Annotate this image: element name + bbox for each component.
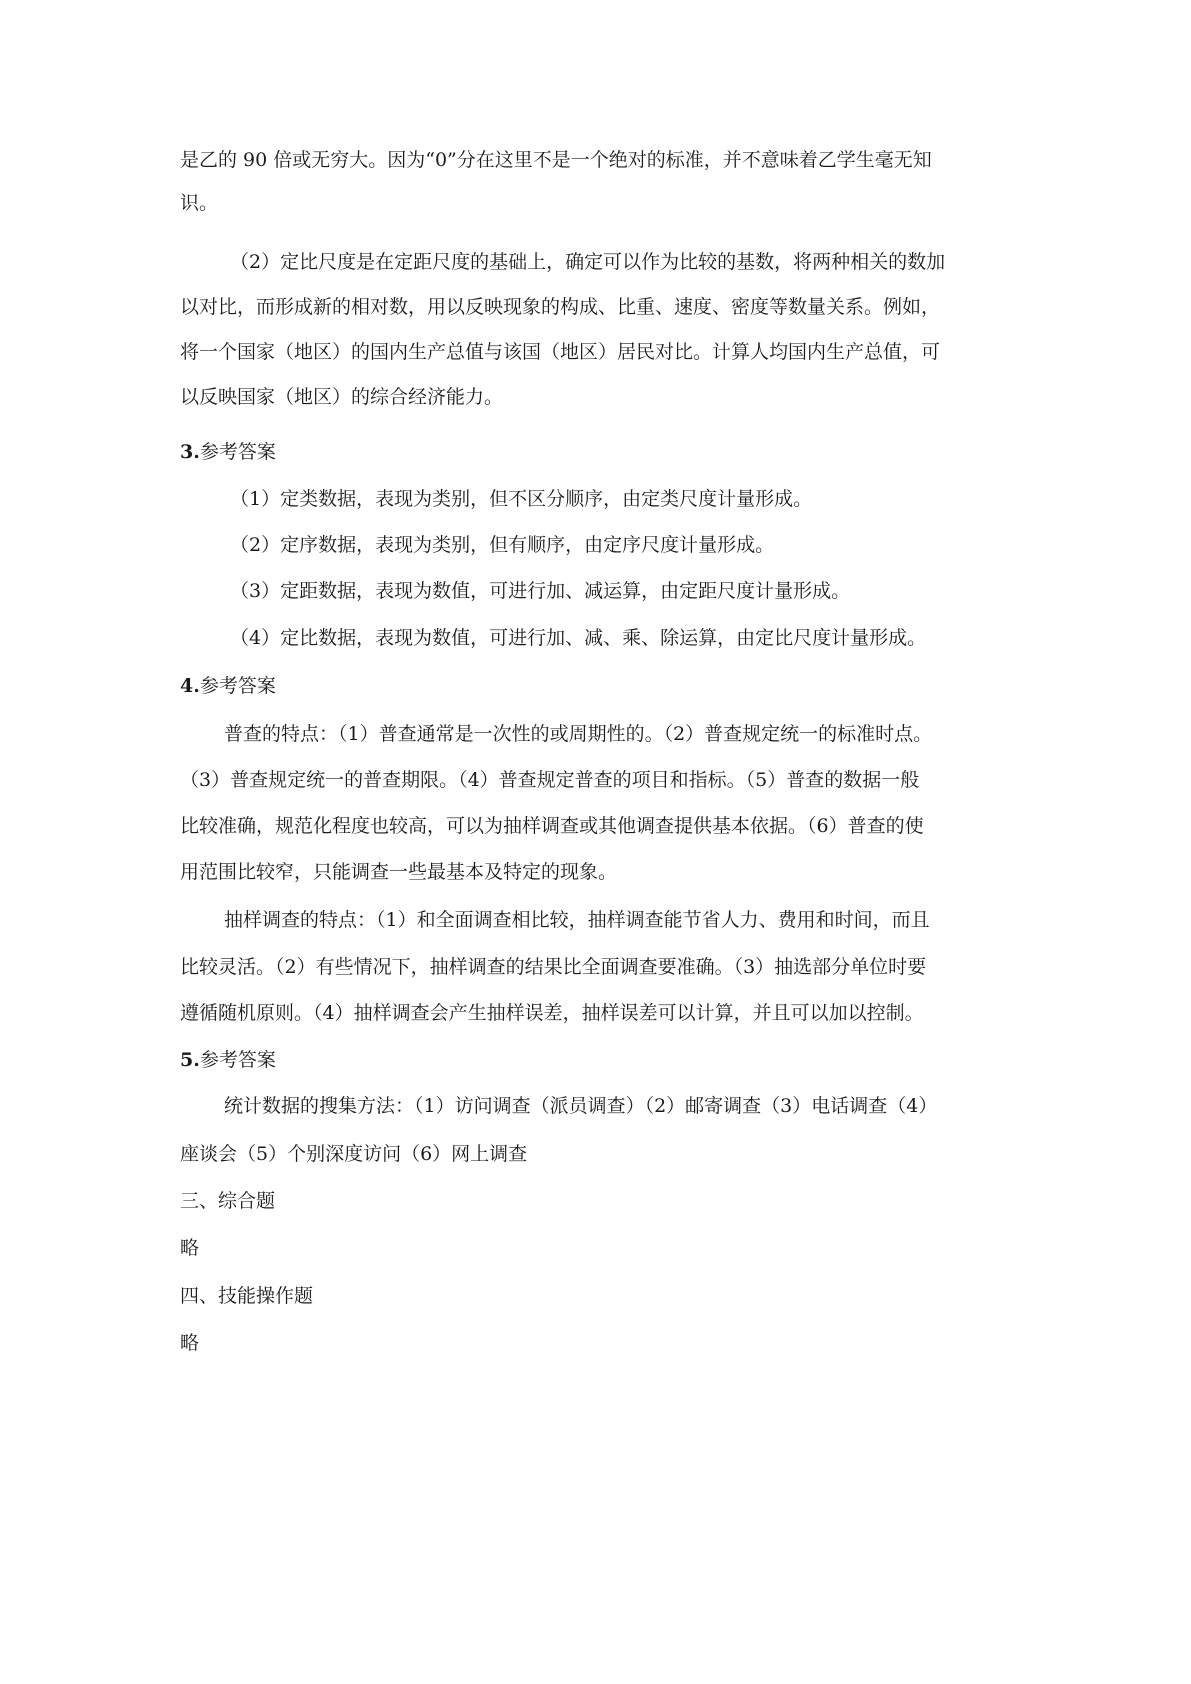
paragraph-line: 比较准确，规范化程度也较高，可以为抽样调查或其他调查提供基本依据。（6）普查的使 [180, 815, 924, 837]
paragraph-line: （3）普查规定统一的普查期限。（4）普查规定普查的项目和指标。（5）普查的数据一般 [180, 769, 920, 791]
paragraph-line: 略 [180, 1237, 200, 1259]
heading-text: 参考答案 [199, 675, 276, 697]
paragraph-line: （3）定距数据，表现为数值，可进行加、减运算，由定距尺度计量形成。 [230, 580, 851, 602]
paragraph-line: 以对比，而形成新的相对数，用以反映现象的构成、比重、速度、密度等数量关系。例如， [180, 296, 941, 318]
paragraph-line: 将一个国家（地区）的国内生产总值与该国（地区）居民对比。计算人均国内生产总值，可 [180, 341, 941, 363]
heading-number: 5. [180, 1049, 200, 1071]
heading-number: 3. [180, 441, 200, 463]
heading-text: 参考答案 [199, 441, 276, 463]
paragraph-line: 遵循随机原则。（4）抽样调查会产生抽样误差，抽样误差可以计算，并且可以加以控制。 [180, 1002, 924, 1024]
section-heading: 四、技能操作题 [180, 1285, 314, 1307]
paragraph-line: 抽样调查的特点：（1）和全面调查相比较，抽样调查能节省人力、费用和时间，而且 [224, 909, 930, 931]
answer-heading-4 [180, 674, 276, 698]
paragraph-line: （1）定类数据，表现为类别，但不区分顺序，由定类尺度计量形成。 [230, 488, 813, 510]
section-heading: 三、综合题 [180, 1190, 276, 1212]
paragraph-line: （4）定比数据，表现为数值，可进行加、减、乘、除运算，由定比尺度计量形成。 [230, 627, 927, 649]
paragraph-line: 统计数据的搜集方法：（1）访问调查（派员调查）（2）邮寄调查（3）电话调查（4） [224, 1095, 938, 1117]
answer-heading-5 [180, 1048, 276, 1072]
paragraph-line: 座谈会（5）个别深度访问（6）网上调查 [180, 1143, 528, 1165]
paragraph-line: （2）定比尺度是在定距尺度的基础上，确定可以作为比较的基数，将两种相关的数加 [230, 251, 946, 273]
paragraph-line: （2）定序数据，表现为类别，但有顺序，由定序尺度计量形成。 [230, 534, 775, 556]
answer-heading-3 [180, 440, 276, 464]
paragraph-line: 是乙的 90 倍或无穷大。因为“0”分在这里不是一个绝对的标准，并不意味着乙学生毫无知 [180, 149, 932, 171]
heading-text: 参考答案 [199, 1049, 276, 1071]
paragraph-line: 略 [180, 1332, 200, 1354]
paragraph-line: 比较灵活。（2）有些情况下，抽样调查的结果比全面调查要准确。（3）抽选部分单位时要 [180, 956, 927, 978]
heading-number: 4. [180, 675, 200, 697]
paragraph-line: 以反映国家（地区）的综合经济能力。 [180, 386, 504, 408]
paragraph-line: 识。 [180, 192, 219, 214]
paragraph-line: 用范围比较窄，只能调查一些最基本及特定的现象。 [180, 861, 618, 883]
paragraph-line: 普查的特点：（1）普查通常是一次性的或周期性的。（2）普查规定统一的标准时点。 [224, 723, 933, 745]
